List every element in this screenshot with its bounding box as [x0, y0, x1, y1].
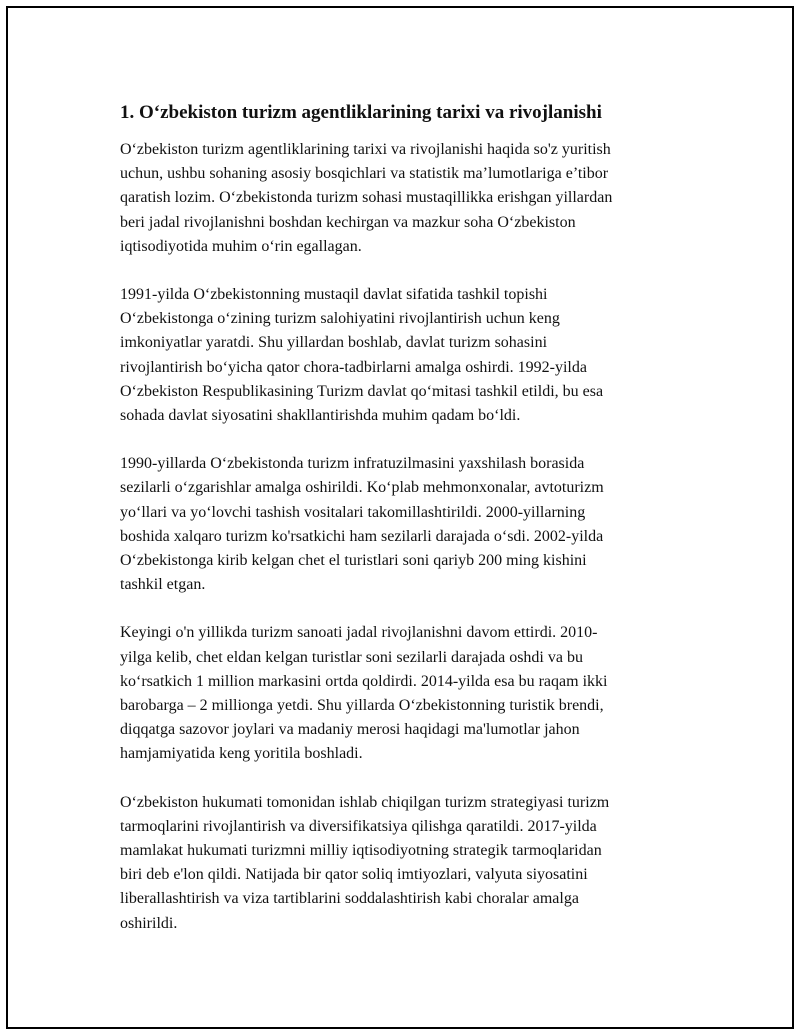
paragraph-line: 1991-yilda O‘zbekistonning mustaqil davlat sifatida tashkil topishi	[120, 286, 548, 304]
paragraph-line: O‘zbekiston Respublikasining Turizm davlat qo‘mitasi tashkil etildi, bu esa	[120, 382, 604, 400]
paragraph	[120, 621, 700, 766]
paragraph-line: hamjamiyatida keng yoritila boshladi.	[120, 745, 363, 763]
document-body	[120, 100, 700, 960]
paragraph-line: 1990-yillarda O‘zbekistonda turizm infratuzilmasini yaxshilash borasida	[120, 455, 585, 473]
paragraph	[120, 283, 700, 428]
paragraph-line: beri jadal rivojlanishni boshdan kechirgan va mazkur soha O‘zbekiston	[120, 213, 576, 231]
paragraph-line: oshirildi.	[120, 914, 178, 932]
paragraph	[120, 791, 700, 936]
paragraph-line: sohada davlat siyosatini shakllantirishda muhim qadam bo‘ldi.	[120, 407, 521, 425]
paragraph-line: yo‘llari va yo‘lovchi tashish vositalari takomillashtirildi. 2000-yillarning	[120, 503, 586, 521]
paragraph-line: diqqatga sazovor joylari va madaniy merosi haqidagi ma'lumotlar jahon	[120, 721, 580, 739]
paragraph-line: biri deb e'lon qildi. Natijada bir qator soliq imtiyozlari, valyuta siyosatini	[120, 866, 588, 884]
paragraph-line: liberallashtirish va viza tartiblarini soddalashtirish kabi choralar amalga	[120, 890, 579, 908]
paragraph-line: barobarga – 2 millionga yetdi. Shu yillarda O‘zbekistonning turistik brendi,	[120, 697, 604, 715]
paragraph-line: Keyingi o'n yillikda turizm sanoati jadal rivojlanishni davom ettirdi. 2010-	[120, 624, 598, 642]
paragraph	[120, 452, 700, 597]
paragraph-line: uchun, ushbu sohaning asosiy bosqichlari va statistik ma’lumotlariga e’tibor	[120, 165, 609, 183]
section-heading: 1. O‘zbekiston turizm agentliklarining tarixi va rivojlanishi	[120, 102, 602, 123]
paragraph-line: boshida xalqaro turizm ko'rsatkichi ham sezilarli darajada o‘sdi. 2002-yilda	[120, 527, 604, 545]
paragraph-line: imkoniyatlar yaratdi. Shu yillardan boshlab, davlat turizm sohasini	[120, 334, 548, 352]
paragraph-line: O‘zbekistonga o‘zining turizm salohiyatini rivojlantirish uchun keng	[120, 310, 560, 328]
paragraph-line: tarmoqlarini rivojlantirish va diversifikatsiya qilishga qaratildi. 2017-yilda	[120, 817, 597, 835]
paragraph-line: mamlakat hukumati turizmni milliy iqtisodiyotning strategik tarmoqlaridan	[120, 842, 602, 860]
paragraph-line: O‘zbekiston turizm agentliklarining tarixi va rivojlanishi haqida so'z yuritish	[120, 141, 611, 158]
paragraph-list	[120, 138, 700, 936]
paragraph-line: iqtisodiyotida muhim o‘rin egallagan.	[120, 237, 362, 255]
paragraph-line: sezilarli o‘zgarishlar amalga oshirildi. Ko‘plab mehmonxonalar, avtoturizm	[120, 479, 604, 497]
paragraph-line: ko‘rsatkich 1 million markasini ortda qoldirdi. 2014-yilda esa bu raqam ikki	[120, 672, 608, 690]
paragraph-line: O‘zbekiston hukumati tomonidan ishlab chiqilgan turizm strategiyasi turizm	[120, 793, 610, 811]
paragraph-line: yilga kelib, chet eldan kelgan turistlar soni sezilarli darajada oshdi va bu	[120, 648, 583, 666]
page-frame	[6, 6, 794, 1029]
paragraph	[120, 138, 700, 259]
paragraph-line: rivojlantirish bo‘yicha qator chora-tadbirlarni amalga oshirdi. 1992-yilda	[120, 358, 587, 376]
paragraph-line: qaratish lozim. O‘zbekistonda turizm sohasi mustaqillikka erishgan yillardan	[120, 189, 613, 207]
paragraph-line: O‘zbekistonga kirib kelgan chet el turistlari soni qariyb 200 ming kishini	[120, 552, 587, 570]
paragraph-line: tashkil etgan.	[120, 576, 206, 594]
